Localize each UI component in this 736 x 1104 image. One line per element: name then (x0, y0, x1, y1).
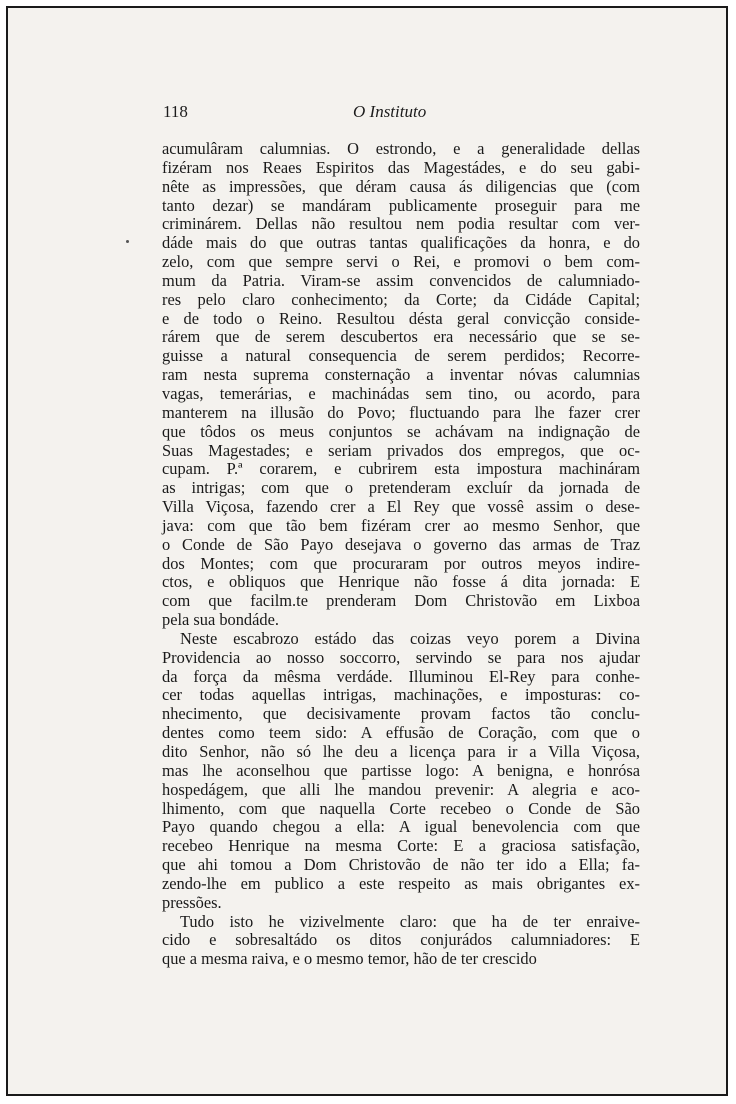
text-line: Tudo isto he vizivelmente claro: que ha de ter enraive- (180, 911, 640, 931)
text-line: e de todo o Reino. Resultou désta geral convicção conside- (162, 308, 640, 328)
running-title: O Instituto (353, 102, 427, 121)
text-line: Suas Magestades; e seriam privados dos empregos, que oc- (162, 440, 640, 460)
text-line: Providencia ao nosso soccorro, servindo se para nos ajudar (162, 647, 640, 667)
text-line: mum da Patria. Viram-se assim convencidos de calumniado- (162, 270, 640, 290)
text-line: criminárem. Dellas não resultou nem podia resultar com ver- (162, 214, 640, 234)
text-line: java: com que tão bem fizéram crer ao mesmo Senhor, que (162, 515, 640, 535)
text-line: que ahi tomou a Dom Christovão de não ter ido a Ella; fa- (162, 855, 640, 875)
text-line: acumulâram calumnias. O estrondo, e a generalidade dellas (162, 139, 640, 158)
page-number: 118 (163, 102, 188, 121)
text-line: dito Senhor, não só lhe deu a licença para ir a Villa Viçosa, (162, 742, 640, 761)
text-line: dentes como teem sido: A effusão de Coração, com que o (162, 723, 640, 743)
text-line: tanto dezar) se mandáram publicamente proseguir para me (162, 195, 640, 215)
text-line: zendo-lhe em publico a este respeito as mais obrigantes ex- (162, 873, 640, 893)
text-line: Neste escabrozo estádo das coizas veyo porem a Divina (180, 628, 640, 648)
text-line: zelo, com que sempre servi o Rei, e promovi o bem com- (162, 252, 640, 272)
book-page (6, 6, 728, 1096)
text-line: cer todas aquellas intrigas, machinações, e imposturas: co- (162, 685, 640, 705)
text-line: que tôdos os meus conjuntos se achávam na indignação de (162, 421, 640, 441)
text-line: vagas, temerárias, e machinádas sem tino, ou acordo, para (162, 383, 640, 403)
text-line: Payo quando chegou a ella: A igual benevolencia com que (162, 817, 640, 837)
text-line: manterem na illusão do Povo; fluctuando para lhe fazer crer (162, 402, 640, 422)
text-line: nhecimento, que decisivamente provam factos tão conclu- (162, 704, 640, 724)
text-line: com que facilm.te prenderam Dom Christovão em Lixboa (162, 591, 640, 611)
paragraph (162, 140, 640, 630)
paragraph (162, 913, 640, 970)
text-line: res pelo claro conhecimento; da Corte; da Cidáde Capital; (162, 289, 640, 309)
text-line: cido e sobresaltádo os ditos conjurádos calumniadores: E (162, 930, 640, 950)
text-line: Villa Viçosa, fazendo crer a El Rey que vossê assim o dese- (162, 497, 640, 517)
ink-speck (126, 240, 129, 243)
text-line: o Conde de São Payo desejava o governo das armas de Traz (162, 534, 640, 554)
text-line: nête as impressões, que déram causa ás diligencias que (com (162, 176, 640, 196)
text-line: ram nesta suprema consternação a inventar nóvas calumnias (162, 365, 640, 385)
text-line: guisse a natural consequencia de serem perdidos; Recorre- (162, 346, 640, 366)
text-line: mas lhe aconselhou que partisse logo: A benigna, e honrósa (162, 760, 640, 780)
running-header (163, 102, 638, 126)
text-line: dos Montes; com que procuraram por outros meyos indire- (162, 553, 640, 573)
text-line: ctos, e obliquos que Henrique não fosse á dita jornada: E (162, 572, 640, 592)
text-line: lhimento, com que naquella Corte recebeo o Conde de São (162, 798, 640, 818)
text-line: recebeo Henrique na mesma Corte: E a graciosa satisfação, (162, 836, 640, 856)
text-line: pressões. (162, 892, 222, 912)
text-line: dáde mais do que outras tantas qualificações da honra, e do (162, 233, 640, 253)
text-line: cupam. P.ª corarem, e cubrirem esta impostura machináram (162, 459, 640, 479)
paragraph (162, 630, 640, 913)
text-line: que a mesma raiva, e o mesmo temor, hão de ter crescido (162, 949, 537, 969)
text-line: fizéram nos Reaes Espiritos das Magestádes, e do seu gabi- (162, 157, 640, 177)
body-text (162, 140, 640, 969)
text-line: pela sua bondáde. (162, 610, 279, 630)
text-line: as intrigas; com que o pretenderam excluír da jornada de (162, 478, 640, 498)
text-line: hospedágem, que alli lhe mandou prevenir: A alegria e aco- (162, 779, 640, 799)
text-line: da força da mêsma verdáde. Illuminou El-Rey para conhe- (162, 666, 640, 686)
text-line: rárem que de serem descubertos era necessário que se se- (162, 327, 640, 347)
